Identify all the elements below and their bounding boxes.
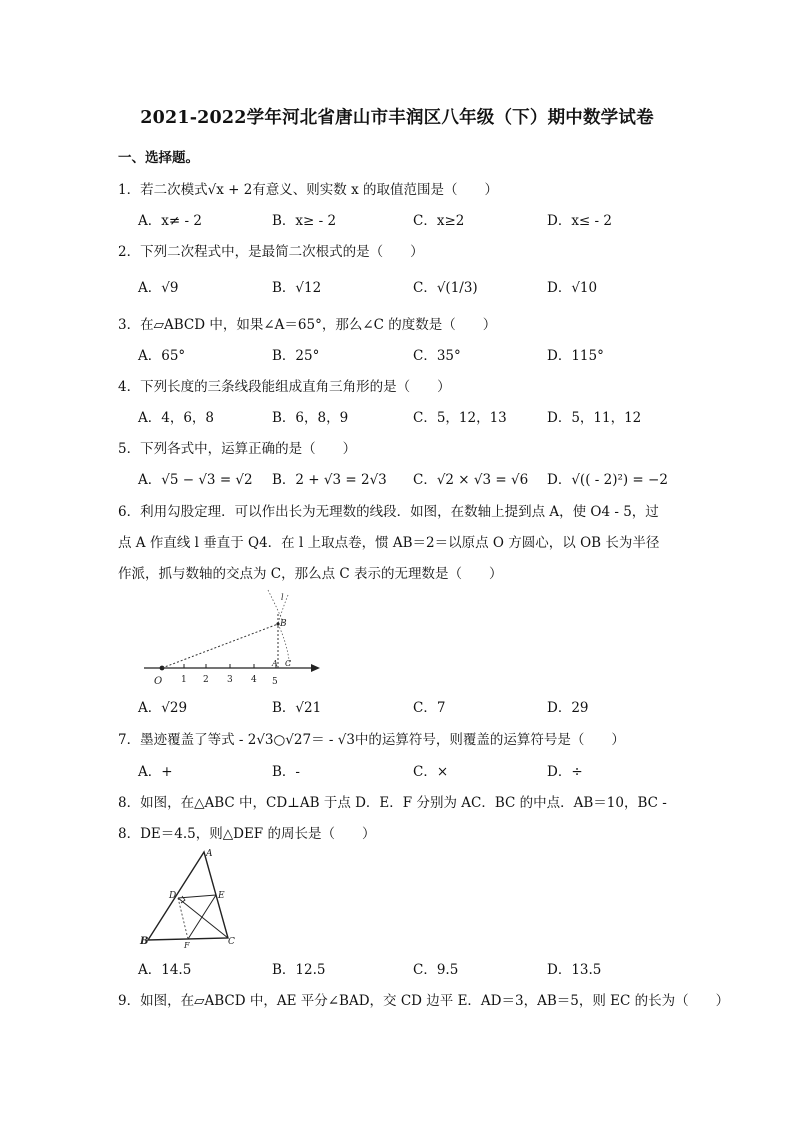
tick-label-1: 1 (181, 675, 187, 685)
q6-number-line-figure (138, 590, 328, 690)
q6-option-d: D．29 (547, 700, 589, 716)
question-8-line-1: 8．如图，在△ABC 中，CD⊥AB 于点 D．E．F 分别为 AC．BC 的中点．AB＝10，BC - (118, 795, 667, 811)
q2-option-d: D．√10 (547, 280, 598, 296)
page-title: 2021-2022学年河北省唐山市丰润区八年级（下）期中数学试卷 (140, 108, 654, 128)
q7-option-b: B．- (272, 764, 300, 780)
label-c: C (228, 937, 235, 947)
q5-option-c: C．√2 × √3 = √6 (413, 472, 529, 488)
triangle-abc (148, 852, 228, 940)
tick-label-3: 3 (227, 675, 233, 685)
q1-option-c: C．x≥2 (413, 213, 465, 229)
label-a: A (272, 659, 278, 668)
segment-ob (162, 624, 278, 668)
label-b: B (280, 619, 287, 629)
q1-option-a: A．x≠ - 2 (138, 213, 202, 229)
q5-option-d: D．√(( - 2)²) = −2 (547, 472, 668, 488)
q3-option-c: C．35° (413, 348, 461, 364)
segment-ef (188, 895, 216, 939)
label-a: A (206, 849, 213, 859)
label-e: E (218, 891, 225, 901)
q3-option-a: A．65° (138, 348, 186, 364)
tick-label-4: 4 (251, 675, 257, 685)
q7-option-d: D．÷ (547, 764, 583, 780)
q4-option-c: C．5，12，13 (413, 410, 507, 426)
q4-option-b: B．6，8，9 (272, 410, 349, 426)
q3-option-d: D．115° (547, 348, 604, 364)
question-3-stem: 3．在▱ABCD 中，如果∠A＝65°，那么∠C 的度数是（ ） (118, 317, 497, 333)
question-5-stem: 5．下列各式中，运算正确的是（ ） (118, 441, 357, 457)
q1-option-b: B．x≥ - 2 (272, 213, 337, 229)
question-7-stem: 7．墨迹覆盖了等式 - 2√3○√27＝ - √3中的运算符号，则覆盖的运算符号是（ ） (118, 732, 625, 748)
label-b: B (140, 936, 149, 947)
q8-option-b: B．12.5 (272, 962, 326, 978)
q1-option-d: D．x≤ - 2 (547, 213, 612, 229)
q3-option-b: B．25° (272, 348, 320, 364)
q2-option-c: C．√(1/3) (413, 280, 478, 296)
segment-cd (178, 898, 228, 938)
q4-option-a: A．4，6，8 (138, 410, 215, 426)
q7-option-a: A．+ (138, 764, 173, 780)
question-1-stem: 1．若二次模式√x + 2有意义、则实数 x 的取值范围是（ ） (118, 182, 498, 198)
question-6-line-3: 作派，抓与数轴的交点为 C，那么点 C 表示的无理数是（ ） (118, 566, 503, 582)
question-6-line-2: 点 A 作直线 l 垂直于 Q4．在 l 上取点卷，惯 AB＝2＝以原点 O 方圆心，以 OB 长为半径 (118, 535, 660, 551)
q8-option-d: D．13.5 (547, 962, 602, 978)
axis-arrow-icon (311, 664, 320, 672)
question-6-line-1: 6．利用勾股定理．可以作出长为无理数的线段．如图，在数轴上提到点 A，使 O4 - 5，过 (118, 504, 659, 520)
q5-option-b: B．2 + √3 = 2√3 (272, 472, 387, 488)
q4-option-d: D．5，11，12 (547, 410, 642, 426)
q2-option-a: A．√9 (138, 280, 179, 296)
label-o: O (154, 676, 163, 687)
question-4-stem: 4．下列长度的三条线段能组成直角三角形的是（ ） (118, 379, 451, 395)
label-c: C (285, 659, 292, 668)
tick-label-5: 5 (272, 677, 278, 687)
q8-option-a: A．14.5 (138, 962, 192, 978)
tick-label-2: 2 (203, 675, 209, 685)
segment-df (178, 898, 188, 939)
q5-option-a: A．√5 − √3 = √2 (138, 472, 253, 488)
q6-option-c: C．7 (413, 700, 446, 716)
q8-option-c: C．9.5 (413, 962, 459, 978)
q2-option-b: B．√12 (272, 280, 322, 296)
label-f: F (184, 941, 190, 950)
question-2-stem: 2．下列二次程式中，是最简二次根式的是（ ） (118, 244, 424, 260)
label-d: D (169, 891, 177, 901)
q8-triangle-figure (140, 846, 240, 950)
question-9-stem: 9．如图，在▱ABCD 中，AE 平分∠BAD，交 CD 边平 E．AD＝3，AB＝5，则 EC 的长为（ ） (118, 993, 730, 1009)
q6-option-a: A．√29 (138, 700, 188, 716)
segment-de (178, 895, 216, 898)
section-heading: 一、选择题。 (118, 150, 199, 166)
q6-option-b: B．√21 (272, 700, 322, 716)
q7-option-c: C．× (413, 764, 449, 780)
label-l: l (281, 593, 284, 602)
question-8-line-2: 8．DE＝4.5，则△DEF 的周长是（ ） (118, 826, 376, 842)
